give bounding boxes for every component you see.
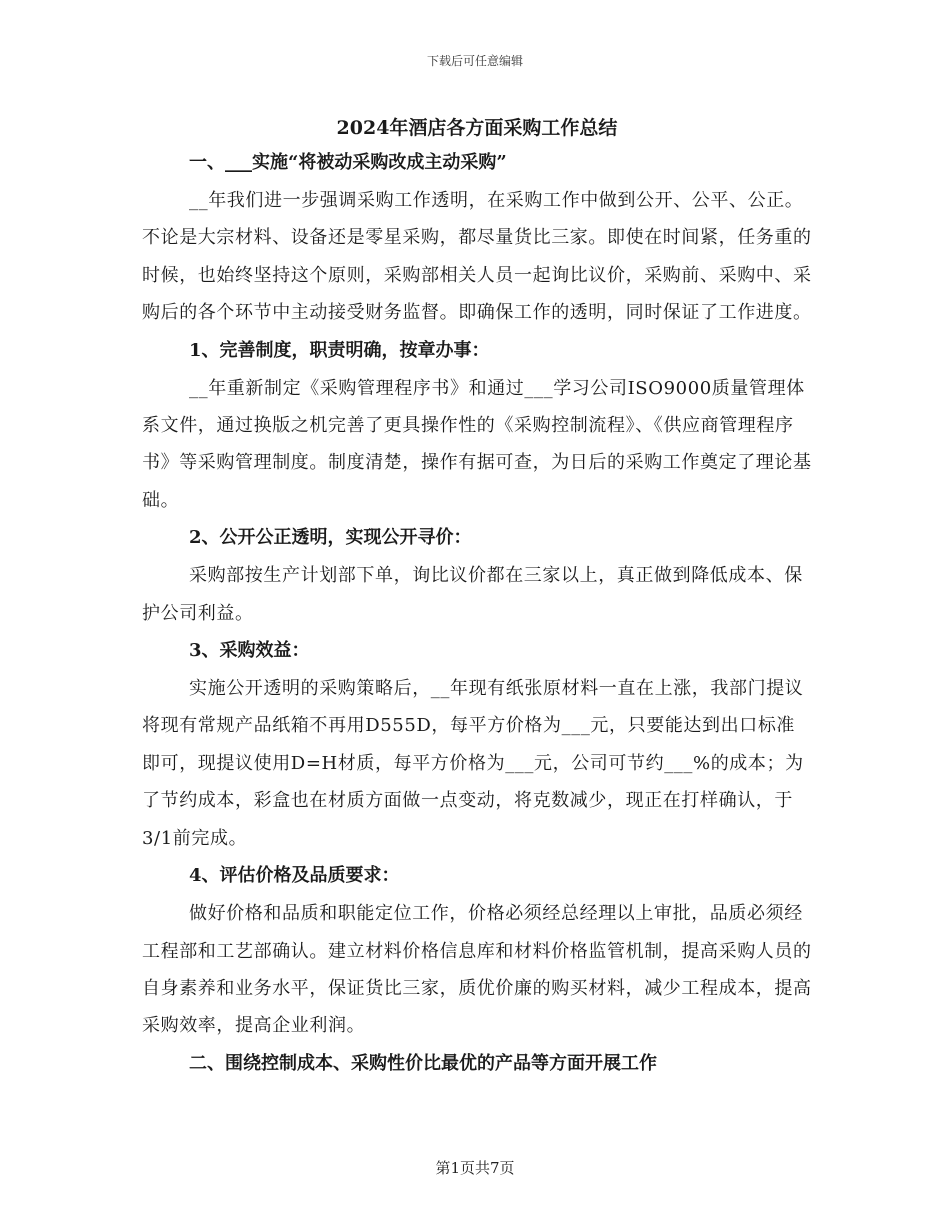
section-heading-4: 3、采购效益： <box>189 640 310 662</box>
document-title: 2024年酒店各方面采购工作总结 <box>336 117 618 139</box>
section-paragraph-2: __年重新制定《采购管理程序书》和通过___学习公司ISO9000质量管理体系文件，通过换版之机完善了更具操作性的《采购控制流程》、《供应商管理程序书》等采购管理制度。制度清楚，操作有据可查，为日后的采购工作奠定了理论基础。 <box>142 377 812 511</box>
section-paragraph-1: __年我们进一步强调采购工作透明，在采购工作中做到公开、公平、公正。不论是大宗材料、设备还是零星采购，都尽量货比三家。即使在时间紧，任务重的时候，也始终坚持这个原则，采购部相关人员一起询比议价，采购前、采购中、采购后的各个环节中主动接受财务监督。即确保工作的透明，同时保证了工作进度。 <box>142 190 812 324</box>
section-heading-3: 2、公开公正透明，实现公开寻价： <box>189 527 472 549</box>
final-section-heading: 二、围绕控制成本、采购性价比最优的产品等方面开展工作 <box>189 1052 657 1074</box>
section-paragraph-4: 实施公开透明的采购策略后，__年现有纸张原材料一直在上涨，我部门提议将现有常规产品纸箱不再用D555D，每平方价格为___元，只要能达到出口标准即可，现提议使用D=H材质，每平方价格为___元，公司可节约___%的成本；为了节约成本，彩盒也在材质方面做一点变动，将克数减少，现正在打样确认，于3/1前完成。 <box>142 678 804 849</box>
page-header-note: 下载后可任意编辑 <box>426 54 523 68</box>
section-heading-5: 4、评估价格及品质要求： <box>189 865 400 887</box>
section-paragraph-3: 采购部按生产计划部下单，询比议价都在三家以上，真正做到降低成本、保护公司利益。 <box>142 565 803 624</box>
document-body <box>142 112 812 1083</box>
section-paragraph-5: 做好价格和品质和职能定位工作，价格必须经总经理以上审批，品质必须经工程部和工艺部确认。建立材料价格信息库和材料价格监管机制，提高采购人员的自身素养和业务水平，保证货比三家，质优价廉的购买材料，减少工程成本，提高采购效率，提高企业利润。 <box>142 903 812 1037</box>
page-number-footer: 第1页共7页 <box>435 1159 515 1177</box>
section-heading-1: 一、___实施“将被动采购改成主动采购” <box>189 152 507 173</box>
section-heading-2: 1、完善制度，职责明确，按章办事： <box>189 339 490 361</box>
